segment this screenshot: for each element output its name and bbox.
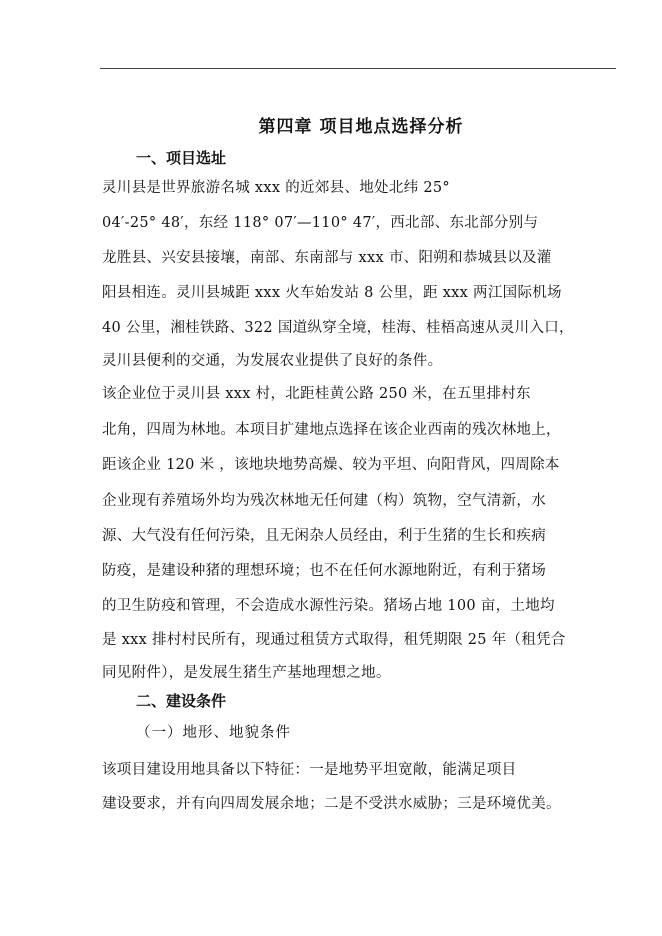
paragraph-line: 是 xxx 排村村民所有，现通过租赁方式取得，租凭期限 25 年（租凭合: [102, 632, 566, 648]
paragraph-line: 40 公里，湘桂铁路、322 国道纵穿全境，桂海、桂梧高速从灵川入口，: [102, 320, 574, 336]
section-heading-construction-conditions: 二、建设条件: [136, 692, 227, 710]
header-rule: [100, 68, 616, 69]
section-heading-site-selection: 一、项目选址: [136, 149, 227, 167]
paragraph-line: 源、大气没有任何污染，且无闲杂人员经由，利于生猪的生长和疾病: [102, 528, 546, 544]
paragraph-line: 的卫生防疫和管理，不会造成水源性污染。猪场占地 100 亩，土地均: [102, 598, 555, 614]
paragraph-line: 阳县相连。灵川县城距 xxx 火车始发站 8 公里，距 xxx 两江国际机场: [102, 285, 562, 301]
paragraph-line: 04′-25° 48′，东经 118° 07′—110° 47′，西北部、东北部分别与: [102, 215, 539, 231]
paragraph-line: 该企业位于灵川县 xxx 村，北距桂黄公路 250 米，在五里排村东: [102, 386, 531, 402]
paragraph-line: 防疫，是建设种猪的理想环境；也不在任何水源地附近，有利于猪场: [102, 563, 546, 579]
paragraph-line: 灵川县是世界旅游名城 xxx 的近郊县、地处北纬 25°: [102, 180, 450, 196]
paragraph-line: 龙胜县、兴安县接壤，南部、东南部与 xxx 市、阳朔和恭城县以及灌: [102, 250, 552, 266]
paragraph-line: 同见附件），是发展生猪生产基地理想之地。: [102, 665, 391, 681]
paragraph-line: 企业现有养殖场外均为残次林地无任何建（构）筑物，空气清新，水: [102, 493, 546, 509]
subsection-heading-terrain: （一）地形、地貌条件: [136, 725, 291, 741]
paragraph-line: 建设要求，并有向四周发展余地；二是不受洪水威胁；三是环境优美。: [102, 796, 561, 812]
paragraph-line: 北角，四周为林地。本项目扩建地点选择在该企业西南的残次林地上，: [102, 422, 561, 438]
paragraph-line: 该项目建设用地具备以下特征：一是地势平坦宽敞，能满足项目: [102, 762, 517, 778]
paragraph-line: 距该企业 120 米 ，该地块地势高燥、较为平坦、向阳背风，四周除本: [102, 457, 560, 473]
chapter-title: 第四章 项目地点选择分析: [258, 117, 464, 137]
paragraph-line: 灵川县便利的交通，为发展农业提供了良好的条件。: [102, 353, 443, 369]
